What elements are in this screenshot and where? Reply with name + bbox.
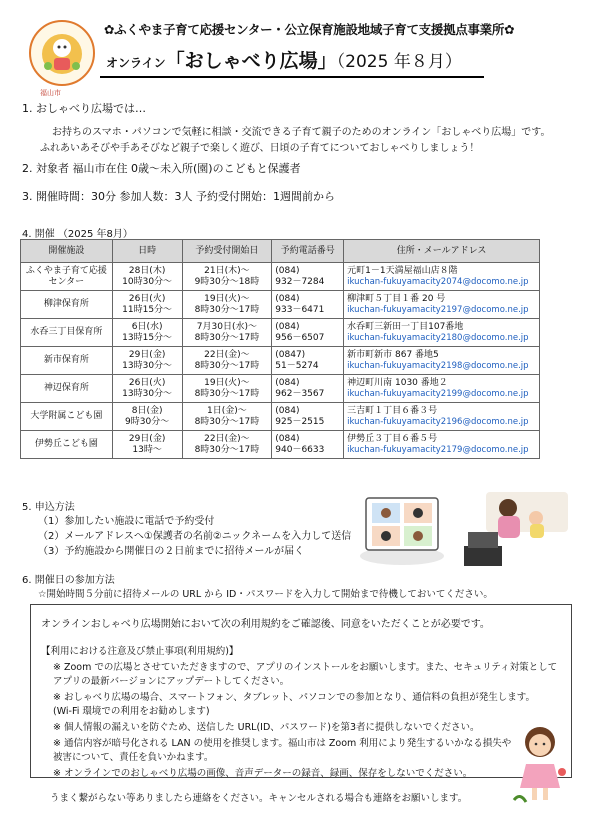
col-address-mail: 住所・メールアドレス (344, 240, 540, 263)
cell-datetime (112, 375, 182, 403)
mother-child-illustration (456, 490, 576, 568)
event-date: 26日(火) (128, 293, 166, 304)
col-facility: 開催施設 (21, 240, 113, 263)
cell-phone (272, 431, 344, 459)
table-row (21, 319, 540, 347)
reservation-date: 19日(火)～ (204, 377, 250, 388)
cell-facility (21, 319, 113, 347)
phone-area: (084) (275, 433, 300, 444)
email-link[interactable]: ikuchan-fukuyamacity2199@docomo.ne.jp (347, 388, 529, 399)
terms-heading: 【利用における注意及び禁止事項(利用規約)】 (41, 646, 239, 657)
facility-name: 水呑三丁目保育所 (30, 327, 103, 337)
phone-area: (084) (275, 321, 300, 332)
cell-datetime (112, 431, 182, 459)
cell-phone (272, 347, 344, 375)
cell-facility (21, 263, 113, 291)
title-main: 「おしゃべり広場」 (165, 50, 337, 72)
facility-name: 柳津保育所 (43, 299, 89, 309)
email-link[interactable]: ikuchan-fukuyamacity2197@docomo.ne.jp (347, 304, 529, 315)
facility-name: ふくやま子育て応援センター (25, 265, 107, 287)
facility-name: 大学附属こども園 (30, 411, 103, 421)
phone-area: (0847) (275, 349, 306, 360)
cell-reservation (182, 263, 272, 291)
cell-reservation (182, 291, 272, 319)
section3-heading: 3. 開催時間：30分 参加人数：3人 予約受付開始：1週間前から (22, 190, 335, 203)
cell-address (344, 375, 540, 403)
section5-heading: 5. 申込方法 (22, 502, 75, 513)
cell-address (344, 263, 540, 291)
address: 元町1－1天満屋福山店８階 (347, 265, 458, 276)
cell-facility (21, 403, 113, 431)
section6-heading: 6. 開催日の参加方法 (22, 575, 115, 586)
email-link[interactable]: ikuchan-fukuyamacity2198@docomo.ne.jp (347, 360, 529, 371)
table-row (21, 347, 540, 375)
email-link[interactable]: ikuchan-fukuyamacity2179@docomo.ne.jp (347, 444, 529, 455)
terms-intro: オンラインおしゃべり広場開始において次の利用規約をご確認後、同意をいただくことが必要です。 (41, 619, 490, 630)
table-row (21, 403, 540, 431)
reservation-date: 7月30日(水)～ (196, 321, 257, 332)
terms-item: ※ 個人情報の漏えいを防ぐため、送信した URL(ID、パスワード)を第3者に提供しないでください。 (53, 722, 480, 733)
cell-phone (272, 263, 344, 291)
address: 新市町新市 867 番地5 (347, 349, 439, 360)
terms-item: ※ おしゃべり広場の場合、スマートフォン、タブレット、パソコンでの参加となり、通信料の負担が発生します。 (53, 692, 535, 703)
phone-number: 932－7284 (275, 276, 325, 287)
header-organization: ✿ふくやま子育て応援センター・公立保育施設地域子育て支援拠点事業所✿ (104, 22, 515, 37)
cell-reservation (182, 375, 272, 403)
facility-name: 新市保育所 (43, 355, 89, 365)
cell-datetime (112, 347, 182, 375)
phone-area: (084) (275, 405, 300, 416)
email-link[interactable]: ikuchan-fukuyamacity2196@docomo.ne.jp (347, 416, 529, 427)
terms-box (30, 604, 572, 778)
event-date: 6日(水) (131, 321, 163, 332)
title-online: オンライン (106, 56, 166, 70)
title-underline (100, 76, 484, 78)
event-time: 13時15分～ (122, 332, 173, 343)
reservation-date: 1日(金)～ (207, 405, 247, 416)
cell-reservation (182, 431, 272, 459)
cell-address (344, 291, 540, 319)
girl-illustration (510, 722, 570, 808)
page-title (106, 46, 462, 73)
table-row (21, 263, 540, 291)
table-header-row (21, 240, 540, 263)
event-time: 13時30分～ (122, 388, 173, 399)
cell-address (344, 319, 540, 347)
logo (28, 18, 96, 88)
event-date: 8日(金) (131, 405, 163, 416)
reservation-time: 8時30分～17時 (194, 444, 260, 455)
logo-caption: 福山市 (40, 89, 61, 97)
cell-datetime (112, 403, 182, 431)
cell-phone (272, 319, 344, 347)
section1-line2: ふれあいあそびや手あそびなど親子で楽しく遊び、日頃の子育てについておしゃべりしましょう！ (40, 143, 480, 154)
col-datetime: 日時 (112, 240, 182, 263)
event-date: 29日(金) (128, 433, 166, 444)
terms-item: (Wi-Fi 環境での利用をお勧めします) (53, 706, 210, 717)
reservation-time: 8時30分～17時 (194, 388, 260, 399)
phone-number: 940－6633 (275, 444, 325, 455)
event-date: 26日(火) (128, 377, 166, 388)
reservation-date: 19日(火)～ (204, 293, 250, 304)
event-date: 28日(木) (128, 265, 166, 276)
table-row (21, 375, 540, 403)
reservation-date: 21日(木)～ (204, 265, 250, 276)
terms-item: ※ Zoom での広場とさせていただきますので、アプリのインストールをお願いします。また、セキュリティ対策として (53, 662, 558, 673)
section1-heading: 1. おしゃべり広場では… (22, 102, 146, 115)
table-row (21, 431, 540, 459)
event-time: 9時30分～ (125, 416, 170, 427)
section5-item3: （3）予約施設から開催日の２日前までに招待メールが届く (38, 546, 305, 557)
col-reservation-start: 予約受付開始日 (182, 240, 272, 263)
cell-facility (21, 347, 113, 375)
schedule-table (20, 239, 540, 459)
event-time: 13時～ (132, 444, 162, 455)
phone-number: 962－3567 (275, 388, 325, 399)
terms-item: 被害について、責任を負いかねます。 (53, 752, 214, 763)
section5-item1: （1）参加したい施設に電話で予約受付 (38, 516, 215, 527)
cell-datetime (112, 263, 182, 291)
reservation-time: 8時30分～17時 (194, 332, 260, 343)
reservation-time: 8時30分～17時 (194, 416, 260, 427)
reservation-date: 22日(金)～ (204, 433, 250, 444)
section5-item2: （2）メールアドレスへ①保護者の名前②ニックネームを入力して送信 (38, 531, 352, 542)
cell-phone (272, 291, 344, 319)
footer-note: うまく繋がらない等ありましたら連絡をください。キャンセルされる場合も連絡をお願いします。 (50, 793, 468, 804)
terms-item: アプリの最新バージョンにアップデートしてください。 (53, 676, 290, 687)
phone-area: (084) (275, 265, 300, 276)
section4-heading: 4. 開催 （2025 年8月） (22, 229, 133, 240)
event-time: 10時30分～ (122, 276, 173, 287)
event-time: 11時15分～ (122, 304, 173, 315)
phone-area: (084) (275, 293, 300, 304)
email-link[interactable]: ikuchan-fukuyamacity2180@docomo.ne.jp (347, 332, 529, 343)
terms-item: ※ オンラインでのおしゃべり広場の画像、音声データーの録音、録画、保存をしないでください。 (53, 768, 473, 779)
terms-item: ※ 通信内容が暗号化される LAN の使用を推奨します。福山市は Zoom 利用により発生するいかなる損失や (53, 738, 512, 749)
facility-name: 神辺保育所 (43, 383, 89, 393)
cell-address (344, 403, 540, 431)
cell-datetime (112, 291, 182, 319)
phone-number: 925－2515 (275, 416, 325, 427)
reservation-time: 8時30分～17時 (194, 360, 260, 371)
col-phone: 予約電話番号 (272, 240, 344, 263)
video-call-illustration (352, 490, 452, 568)
section6-line: ☆開始時間５分前に招待メールの URL から ID・パスワードを入力して開始まで待機しておいてください。 (38, 589, 493, 600)
cell-reservation (182, 319, 272, 347)
phone-area: (084) (275, 377, 300, 388)
reservation-time: 8時30分～17時 (194, 304, 260, 315)
title-year-month: （2025 年８月） (336, 52, 462, 72)
reservation-date: 22日(金)～ (204, 349, 250, 360)
cell-reservation (182, 347, 272, 375)
address: 伊勢丘３丁目６番５号 (347, 433, 438, 444)
reservation-time: 9時30分～18時 (194, 276, 260, 287)
facility-name: 伊勢丘こども園 (34, 439, 98, 449)
address: 三吉町１丁目６番３号 (347, 405, 438, 416)
phone-number: 51－5274 (275, 360, 319, 371)
address: 神辺町川南 1030 番地２ (347, 377, 448, 388)
address: 柳津町５丁目１番 20 号 (347, 293, 446, 304)
section2-heading: 2. 対象者 福山市在住 0歳～未入所(園)のこどもと保護者 (22, 162, 301, 175)
cell-address (344, 431, 540, 459)
phone-number: 956－6507 (275, 332, 325, 343)
section1-line1: お持ちのスマホ・パソコンで気軽に相談・交流できる子育て親子のためのオンライン「おしゃべり広場」です。 (52, 127, 551, 138)
address: 水呑町三新田一丁目107番地 (347, 321, 464, 332)
cell-facility (21, 431, 113, 459)
table-row (21, 291, 540, 319)
cell-facility (21, 375, 113, 403)
email-link[interactable]: ikuchan-fukuyamacity2074@docomo.ne.jp (347, 276, 529, 287)
cell-facility (21, 291, 113, 319)
cell-datetime (112, 319, 182, 347)
cell-address (344, 347, 540, 375)
event-date: 29日(金) (128, 349, 166, 360)
event-time: 13時30分～ (122, 360, 173, 371)
cell-reservation (182, 403, 272, 431)
cell-phone (272, 403, 344, 431)
cell-phone (272, 375, 344, 403)
phone-number: 933－6471 (275, 304, 325, 315)
